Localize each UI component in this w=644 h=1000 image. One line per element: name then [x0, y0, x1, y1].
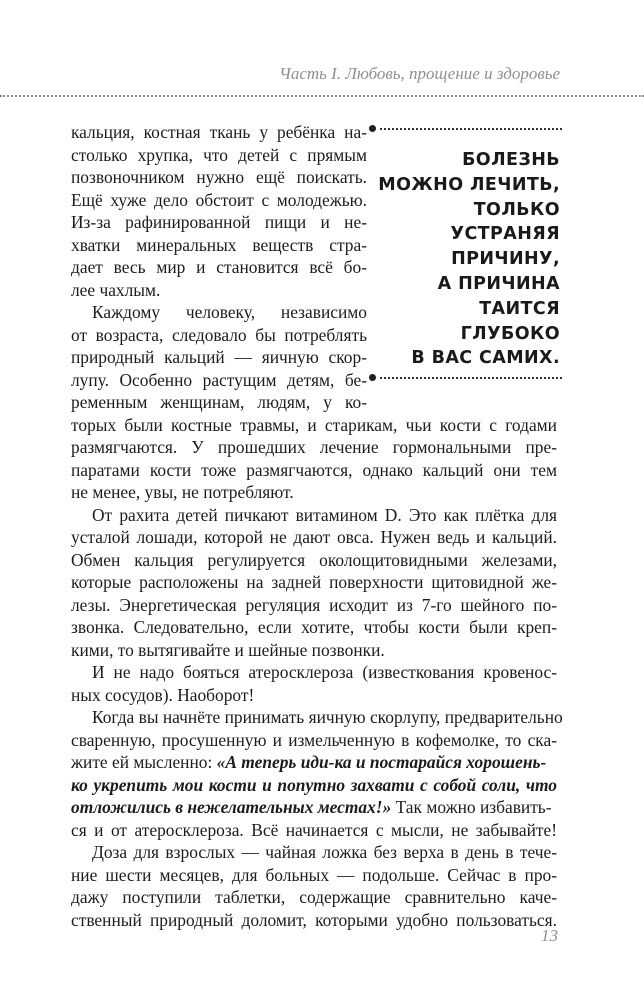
emphasis-text: ко укрепить мои кости и попутно захвати с собой соли, что — [71, 774, 557, 795]
text-line: кими, то вытягивайте и шейные позвонки. — [71, 639, 385, 660]
pull-quote-line: ТАИТСЯ — [479, 298, 560, 319]
text-line: Каждому человеку, независимо — [92, 302, 367, 322]
page-number: 13 — [541, 926, 558, 945]
pull-quote-line: А ПРИЧИНА — [437, 273, 560, 294]
text-line: не менее, увы, не потребляют. — [71, 482, 294, 502]
text-line: сваренную, просушенную и измельченную в кофемолке, то ска- — [71, 729, 557, 750]
text-line: дажу поступили таблетки, содержащие сравнительно каче- — [71, 887, 557, 907]
text-line: ние шести месяцев, для больных — подольше. Сейчас в про- — [71, 864, 557, 885]
pull-quote-top-dot — [369, 125, 376, 132]
pull-quote-line: МОЖНО ЛЕЧИТЬ, — [378, 174, 560, 195]
text-line: дает весь мир и становится всё бо- — [71, 257, 367, 277]
text-line: Доза для взрослых — чайная ложка без верха в день в тече- — [92, 842, 557, 862]
pull-quote-line: ТОЛЬКО — [473, 199, 560, 220]
text-line: усталой лошади, которой не дают овса. Нужен ведь и кальций. — [71, 527, 557, 547]
pull-quote-line: БОЛЕЗНЬ — [462, 150, 560, 170]
text-line: Из-за рафинированной пищи и не- — [71, 212, 367, 232]
text-segment: Так можно избавить- — [391, 797, 552, 817]
text-line: ременным женщинам, людям, у ко- — [71, 392, 367, 412]
running-header: Часть I. Любовь, прощение и здоровье — [279, 64, 560, 83]
pull-quote-line: В ВАС САМИХ. — [411, 348, 560, 369]
text-line: звонка. Следовательно, если хотите, чтобы кости были креп- — [71, 617, 557, 637]
text-line: от возраста, следовало бы потреблять — [71, 324, 367, 345]
text-line: лезы. Энергетическая регуляция исходит из 7-го шейного по- — [71, 594, 557, 615]
text-line: От рахита детей пичкают витамином D. Это как плётка для — [92, 504, 557, 525]
pull-quote-top-rule — [380, 128, 562, 130]
text-line: природный кальций — яичную скор- — [71, 347, 367, 367]
text-line: которые расположены на задней поверхности щитовидной же- — [71, 572, 557, 592]
text-line — [71, 751, 557, 774]
text-line: ственный природный доломит, которыми удобно пользоваться. — [71, 909, 557, 930]
text-line: Когда вы начнёте принимать яичную скорлупу, предварительно — [92, 707, 563, 727]
text-line — [71, 774, 557, 797]
text-line: столько хрупка, что детей с прямым — [71, 144, 367, 165]
text-line: Ещё хуже дело обстоит с молодежью. — [71, 189, 367, 210]
text-line: паратами кости тоже размягчаются, однако кальций они тем — [71, 459, 557, 480]
text-line: ся и от атеросклероза. Всё начинается с мысли, не забывайте! — [71, 819, 557, 840]
emphasis-text: «А теперь иди-ка и постарайся хорошень- — [216, 752, 547, 772]
text-line: Обмен кальция регулируется околощитовидными железами, — [71, 549, 557, 570]
emphasis-text: отложились в нежелательных местах!» — [71, 797, 392, 817]
text-line: позвоночником нужно ещё поискать. — [71, 167, 367, 187]
text-segment: жите ей мысленно: — [71, 752, 217, 772]
text-line: лее чахлым. — [71, 279, 161, 300]
text-line: размягчаются. У прошедших лечение гормональными пре- — [71, 437, 557, 457]
pull-quote-bottom-dot — [369, 374, 376, 381]
pull-quote-line: ПРИЧИНУ, — [451, 249, 560, 270]
text-line: лупу. Особенно растущим детям, бе- — [71, 369, 367, 390]
header-dotted-rule — [0, 95, 644, 97]
pull-quote-bottom-rule — [380, 377, 562, 379]
pull-quote — [372, 148, 560, 371]
text-line: ных сосудов). Наоборот! — [71, 684, 255, 705]
pull-quote-line: ГЛУБОКО — [460, 323, 560, 344]
text-line: И не надо бояться атеросклероза (известкования кровенос- — [92, 662, 557, 682]
text-line: торых были костные травмы, и старикам, чьи кости с годами — [71, 414, 557, 435]
text-line: хватки минеральных веществ стра- — [71, 234, 367, 255]
text-line — [71, 796, 557, 819]
text-line: кальция, костная ткань у ребёнка на- — [71, 122, 367, 142]
pull-quote-line: УСТРАНЯЯ — [450, 224, 560, 245]
